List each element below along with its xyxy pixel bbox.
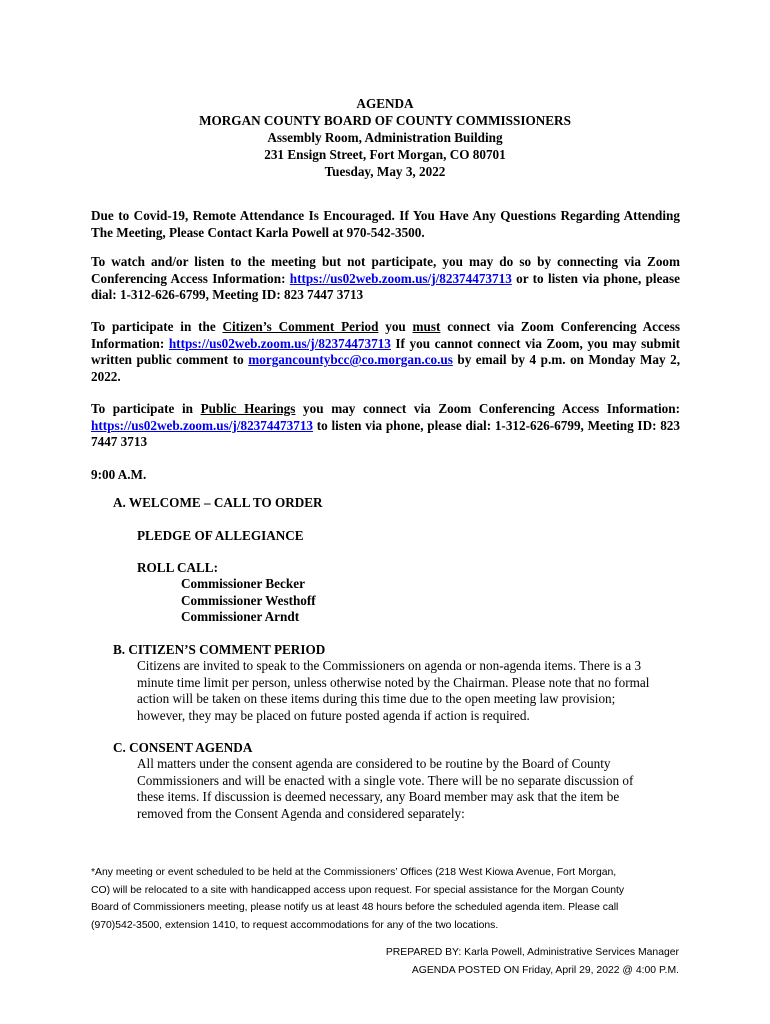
agenda-header: [0, 95, 770, 180]
section-c-line: Commissioners and will be enacted with a single vote. There will be no separate discussion of: [137, 772, 634, 788]
cc-email-link[interactable]: morgancountybcc@co.morgan.co.us: [248, 352, 453, 367]
header-address: 231 Ensign Street, Fort Morgan, CO 80701: [264, 147, 506, 162]
pledge-item: PLEDGE OF ALLEGIANCE: [137, 528, 304, 543]
header-room: Assembly Room, Administration Building: [267, 130, 503, 145]
cc-text-mid2: connect via Zoom Conferencing Access Information:: [91, 319, 680, 351]
header-board: MORGAN COUNTY BOARD OF COUNTY COMMISSIONERS: [199, 113, 571, 128]
cc-text-mid3: If you cannot connect via Zoom, you may submit written public comment to: [91, 335, 681, 367]
cc-term: Citizen’s Comment Period: [222, 319, 379, 334]
watch-text-post: or to listen via phone, please dial: 1-312-626-6799, Meeting ID: 823 7447 3713: [91, 270, 681, 302]
posted-on: AGENDA POSTED ON Friday, April 29, 2022 @ 4:00 P.M.: [411, 964, 679, 976]
footnote-line: Board of Commissioners meeting, please notify us at least 48 hours before the scheduled agenda item. Please call: [91, 902, 619, 913]
ph-term: Public Hearings: [200, 401, 296, 416]
ph-text-mid: you may connect via Zoom Conferencing Access Information:: [295, 401, 681, 416]
cc-text-mid: you: [378, 319, 413, 334]
cc-text-post: by email by 4 p.m. on Monday May 2, 2022.: [91, 352, 680, 384]
citizen-comment-notice: [91, 319, 680, 385]
footnote-line: CO) will be relocated to a site with handicapped access upon request. For special assistance for the Morgan County: [91, 884, 625, 896]
header-date: Tuesday, May 3, 2022: [324, 164, 446, 179]
watch-zoom-link[interactable]: https://us02web.zoom.us/j/82374473713: [289, 270, 512, 286]
prepared-by: PREPARED BY: Karla Powell, Administrative Services Manager: [385, 947, 679, 958]
commissioner-item: Commissioner Westhoff: [181, 593, 316, 608]
section-c-text: [137, 756, 677, 822]
section-b-line: Citizens are invited to speak to the Commissioners on agenda or non-agenda items. There is a 3: [137, 658, 642, 673]
section-b-text: [137, 658, 677, 724]
footnote-line: *Any meeting or event scheduled to be held at the Commissioners’ Offices (218 West Kiowa Avenue, Fort Morgan,: [91, 867, 617, 878]
section-c-line: removed from the Consent Agenda and considered separately:: [137, 805, 465, 821]
cc-must: must: [412, 319, 441, 334]
accessibility-footnote: [91, 864, 681, 934]
covid-notice: Due to Covid-19, Remote Attendance Is Encouraged. If You Have Any Questions Regarding Attending The Meeting, Please Contact Karla Powell at 970-542-3500.: [91, 208, 680, 240]
section-c-line: All matters under the consent agenda are considered to be routine by the Board of County: [137, 756, 611, 771]
roll-call-label: ROLL CALL:: [137, 560, 218, 575]
ph-zoom-link[interactable]: https://us02web.zoom.us/j/82374473713: [91, 417, 314, 433]
section-b-heading: B. CITIZEN’S COMMENT PERIOD: [113, 642, 326, 657]
meeting-time: 9:00 A.M.: [91, 467, 147, 482]
public-hearing-notice: [91, 401, 680, 451]
header-title: AGENDA: [356, 96, 414, 111]
commissioner-item: Commissioner Becker: [181, 576, 305, 591]
section-c-heading: C. CONSENT AGENDA: [113, 740, 253, 755]
watch-text-pre: To watch and/or listen to the meeting but not participate, you may do so by connecting via Zoom Conferencing Access Information:: [91, 254, 680, 286]
cc-text-pre: To participate in the: [91, 319, 223, 334]
section-b-line: minute time limit per person, unless otherwise noted by the Chairman. Please note that no formal: [137, 674, 650, 690]
cc-zoom-link[interactable]: https://us02web.zoom.us/j/82374473713: [168, 335, 391, 351]
footnote-line: (970)542-3500, extension 1410, to request accommodations for any of the two locations.: [91, 919, 499, 931]
section-a-heading: A. WELCOME – CALL TO ORDER: [113, 495, 323, 510]
section-b-line: however, they may be placed on future posted agenda if action is required.: [137, 707, 530, 723]
commissioner-item: Commissioner Arndt: [181, 609, 300, 624]
ph-text-pre: To participate in: [91, 401, 201, 416]
ph-text-post: to listen via phone, please dial: 1-312-626-6799, Meeting ID: 823 7447 3713: [91, 417, 680, 449]
prepared-block: [386, 944, 679, 979]
section-b-line: action will be taken on these items during this time due to the open meeting law provision;: [137, 691, 616, 706]
section-c-line: these items. If discussion is deemed necessary, any Board member may ask that the item be: [137, 789, 620, 804]
watch-notice: [91, 254, 680, 304]
